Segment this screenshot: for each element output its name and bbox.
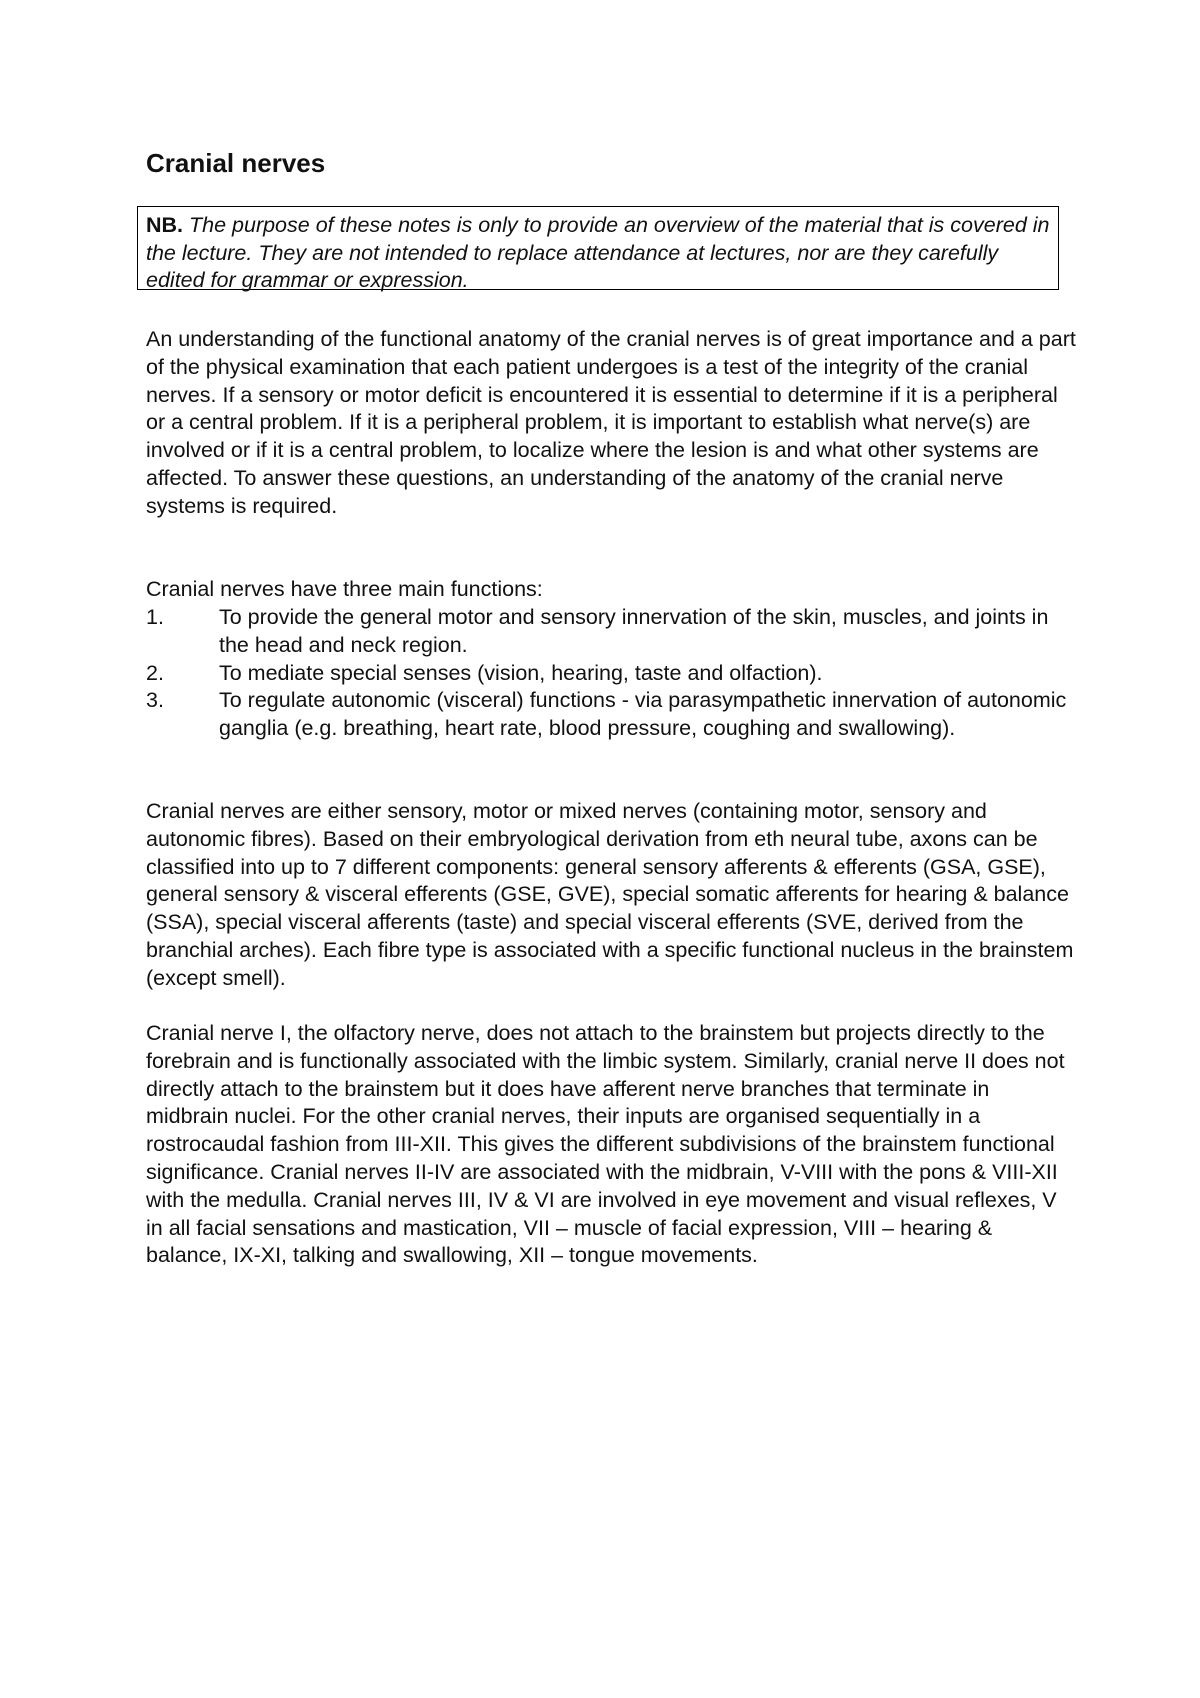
list-item (146, 660, 1076, 688)
list-item (146, 604, 1076, 660)
organisation-paragraph: Cranial nerve I, the olfactory nerve, does not attach to the brainstem but projects directly to the forebrain and is functionally associated with the limbic system. Similarly, cranial nerve II does not directly attach to the brainstem but it does have afferent nerve branches that terminate in midbrain nuclei. For the other cranial nerves, their inputs are organised sequentially in a rostrocaudal fashion from III-XII. This gives the different subdivisions of the brainstem functional significance. Cranial nerves II-IV are associated with the midbrain, V-VIII with the pons & VIII-XII with the medulla. Cranial nerves III, IV & VI are involved in eye movement and visual reflexes, V in all facial sensations and mastication, VII – muscle of facial expression, VIII – hearing & balance, IX-XI, talking and swallowing, XII – tongue movements. (146, 1021, 1065, 1268)
disclaimer-label: NB. (146, 213, 184, 237)
list-item-number: 2. (146, 660, 164, 685)
list-item-text: To provide the general motor and sensory innervation of the skin, muscles, and joints in the head and neck region. (219, 605, 1049, 657)
disclaimer-box (137, 206, 1059, 290)
components-paragraph: Cranial nerves are either sensory, motor or mixed nerves (containing motor, sensory and autonomic fibres). Based on their embryological derivation from eth neural tube, axons can be classified into up to 7 different components: general sensory afferents & efferents (GSA, GSE), general sensory & visceral efferents (GSE, GVE), special somatic afferents for hearing & balance (SSA), special visceral afferents (taste) and special visceral efferents (SVE, derived from the branchial arches). Each fibre type is associated with a specific functional nucleus in the brainstem (except smell). (146, 799, 1074, 990)
list-item-number: 1. (146, 605, 164, 629)
intro-paragraph: An understanding of the functional anatomy of the cranial nerves is of great importance and a part of the physical examination that each patient undergoes is a test of the integrity of the cranial nerves. If a sensory or motor deficit is encountered it is essential to determine if it is a peripheral or a central problem. If it is a peripheral problem, it is important to establish what nerve(s) are involved or if it is a central problem, to localize where the lesion is and what other systems are affected. To answer these questions, an understanding of the anatomy of the cranial nerve systems is required. (146, 327, 1076, 518)
list-item-text: To mediate special senses (vision, hearing, taste and olfaction). (219, 660, 823, 685)
list-item-number: 3. (146, 688, 164, 713)
functions-intro: Cranial nerves have three main functions: (146, 577, 543, 601)
list-item (146, 687, 1076, 743)
functions-list (146, 604, 1076, 743)
document-title: Cranial nerves (146, 148, 326, 178)
list-item-text: To regulate autonomic (visceral) functions - via parasympathetic innervation of autonomic ganglia (e.g. breathing, heart rate, blood pressure, coughing and swallowing). (219, 688, 1067, 741)
disclaimer-text: The purpose of these notes is only to provide an overview of the material that is covered in the lecture. They are not intended to replace attendance at lectures, nor are they carefully edited for grammar or expression. (146, 213, 1050, 292)
